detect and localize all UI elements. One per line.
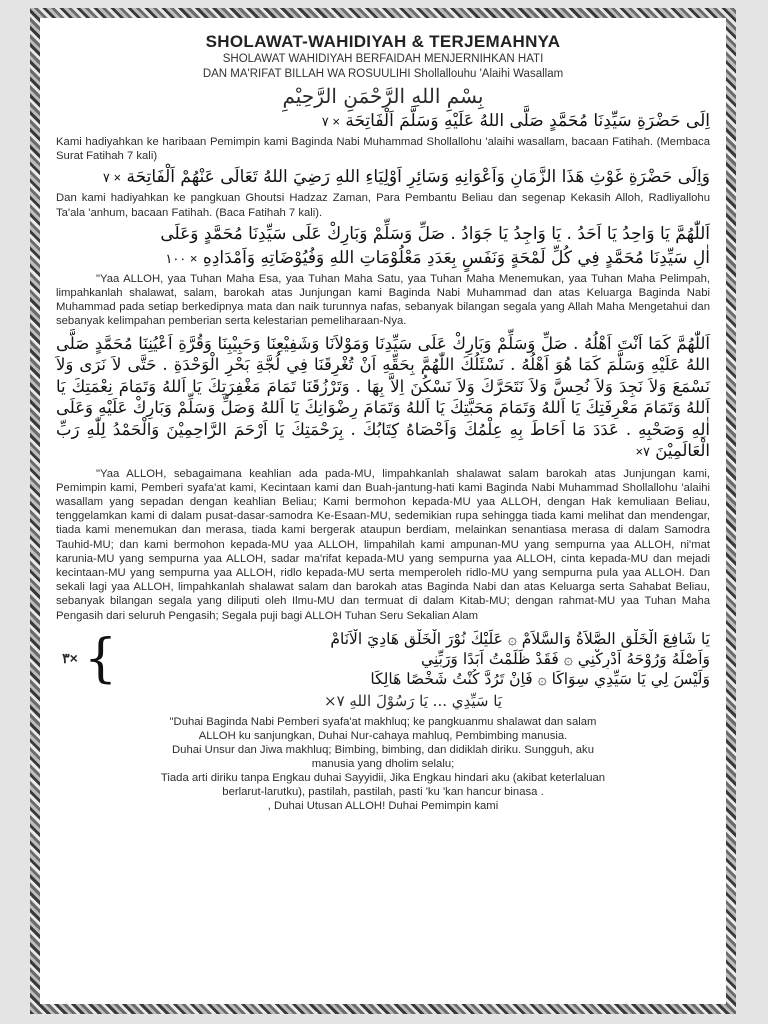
translation-4: "Yaa ALLOH, sebagaimana keahlian ada pada-MU, limpahkanlah shalawat salam barokah atas Junjungan kami, Pemimpin kami, Pemberi syafa'at kami, Kecintaan kami dan Buah-jantung-hati kami Baginda Nabi Muhammad Shollallohu 'alaihi wasallam yang sepadan dengan keahlian Beliau; Kami bermohon kepada-MU yaa ALLOH, dengan Hak kemuliaan Beliau, tenggelamkan kami di dalam pusat-dasar-samodra Ke-Esaan-MU, sedemikian rupa sehingga tiada kami melihat dan mendengar, tiada kami menemukan dan merasa, tiada kami bergerak ataupun berdiam, melainkan senantiasa merasa di dalam Samodra Tauhid-MU; dan kami bermohon kepada-MU yaa ALLOH, limpahilah kami ampunan-MU yang sempurna yaa ALLOH, ni'mat karunia-MU yang sempurna yaa ALLOH, sadar ma'rifat kepada-MU yang sempurna yaa ALLOH, cinta kepada-MU dan mejadi kecintaan-MU yang sempurna yaa ALLOH, ridlo kepada-MU serta memperoleh ridlo-MU yang sempurna pula yaa ALLOH. Dan sekali lagi yaa ALLOH, limpahkanlah shalawat salam dan barokah atas Baginda Nabi dan atas Keluarga serta Sahabat Beliau, sebanyak bilangan segala yang diliputi oleh Ilmu-MU dan termuat di dalam Kitab-MU; dengan rahmat-MU yaa Tuhan Maha Pengasih dari seluruh Pengasih; Segala puji bagi ALLOH Tuhan Seru Sekalian Alam bbox=[56, 467, 710, 622]
arabic-verse: اِلَى حَضْرَةِ سَيِّدِنَا مُحَمَّدٍ صَلَّى اللهُ عَلَيْهِ وَسَلَّمَ اَلْفَاتِحَة bbox=[345, 111, 710, 131]
poem-block bbox=[56, 629, 710, 689]
repeat-count: ٧× bbox=[635, 444, 651, 460]
translation-line: , Duhai Utusan ALLOH! Duhai Pemimpin kami bbox=[267, 799, 499, 812]
translation-line: manusia yang dholim selalu; bbox=[311, 757, 455, 770]
translation-line: berlarut-larutku), pastilah, pastilah, pasti 'ku 'kan hancur binasa . bbox=[222, 785, 544, 798]
translation-3: "Yaa ALLOH, yaa Tuhan Maha Esa, yaa Tuhan Maha Satu, yaa Tuhan Maha Menemukan, yaa Tuhan Maha Pelimpah, limpahkanlah shalawat, salam, barokah atas Junjungan kami Baginda Nabi Muhammad dan atas Keluarga Baginda Nabi Muhammad pada setiap berkedipnya mata dan naik turunnya nafas, sebanyak bilangan segala yang Allah Maha Mengetahui dan sebanyak kelimpahan pemberian serta kelestarian pemeliharaan-Nya. bbox=[56, 272, 710, 328]
repeat-count: ٧ × bbox=[321, 114, 340, 129]
poem-line: وَاَصْلَهُ وَرُوْحَهُ اَدْرِكْنِي ۞ فَقَدْ ظَلَمْتُ اَبَدًا وَرَبِّنِي bbox=[421, 649, 710, 668]
arabic-verse: اَللّٰهُمَّ كَمَا اَنْتَ اَهْلُهُ . صَلِّ وَسَلِّمْ وَبَارِكْ عَلَى سَيِّدِنَا وَمَوْلاَنَا وَشَفِيْعِنَا وَحَبِيْبِنَا وَقُرَّةِ اَعْيُنِنَا مُحَمَّدٍ صَلَّى اللهُ عَلَيْهِ وَسَلَّمَ كَمَا هُوَ اَهْلُهُ . نَسْئَلُكَ اللّٰهُمَّ بِحَقِّهِ اَنْ تُغْرِقَنَا فِي لُجَّةِ بَحْرِ الْوَحْدَةِ . حَتَّى لاَ نَرَى وَلاَ نَسْمَعَ وَلاَ نَجِدَ وَلاَ نُحِسَّ وَلاَ نَتَحَرَّكَ وَلاَ نَسْكُنَ اِلاَّ بِهَا . وَتَرْزُقَنَا تَمَامَ مَغْفِرَتِكَ يَا اَللهُ وَتَمَامَ نِعْمَتِكَ يَا اَللهُ وَتَمَامَ مَعْرِفَتِكَ يَا اَللهُ وَتَمَامَ مَحَبَّتِكَ يَا اَللهُ وَتَمَامَ رِضْوَانِكَ يَا اَللهُ وَصَلِّ وَسَلِّمْ وَبَارِكْ عَلَيْهِ وَعَلَى اٰلِهِ وَصَحْبِهِ . عَدَدَ مَا اَحَاطَ بِهِ عِلْمُكَ وَاَحْصَاهُ كِتَابُكَ . بِرَحْمَتِكَ يَا اَرْحَمَ الرَّاحِمِيْنَ وَالْحَمْدُ لِلّٰهِ رَبِّ الْعَالَمِيْنَ bbox=[56, 333, 710, 461]
poem-translation bbox=[52, 715, 714, 813]
translation-line: ALLOH ku sanjungkan, Duhai Nur-cahaya mahluq, Pembimbing manusia. bbox=[198, 729, 568, 742]
poem-lines bbox=[100, 629, 710, 689]
arabic-text-1 bbox=[56, 110, 710, 133]
poem-line: يَا شَافِعَ الْخَلْقِ الصَّلاَةُ وَالسَّلاَمْ ۞ عَلَيْكَ نُوْرَ الْخَلْقِ هَادِيَ الْاَنَامْ bbox=[330, 629, 710, 648]
subtitle-line-1: SHOLAWAT WAHIDIYAH BERFAIDAH MENJERNIHKAN HATI bbox=[222, 53, 544, 65]
repeat-count: ٧ × bbox=[102, 170, 122, 186]
translation-line: Tiada arti diriku tanpa Engkau duhai Sayyidii, Jika Engkau hindari aku (akibat keterlaluan bbox=[160, 771, 606, 784]
translation-line: Duhai Unsur dan Jiwa makhluq; Bimbing, bimbing, dan didiklah diriku. Sungguh, aku bbox=[172, 743, 594, 756]
arabic-text-2 bbox=[56, 166, 710, 189]
poem-line: وَلَيْسَ لِي يَا سَيِّدِي سِوَاكَا ۞ فَاِنْ تَرُدَّ كُنْتُ شَخْصًا هَالِكَا bbox=[370, 669, 710, 688]
arabic-verse: اٰلِ سَيِّدِنَا مُحَمَّدٍ فِي كُلِّ لَمْحَةٍ وَنَفَسٍ بِعَدَدِ مَعْلُوْمَاتِ اللهِ وَفُيُوْضَاتِهِ وَاَمْدَادِهِ bbox=[202, 247, 710, 268]
arabic-text-3-line-2 bbox=[56, 247, 710, 270]
page-title: SHOLAWAT-WAHIDIYAH & TERJEMAHNYA bbox=[205, 32, 561, 51]
repeat-count: ١٠٠ × bbox=[165, 250, 198, 266]
bismillah-calligraphy: بِسْمِ اللهِ الرَّحْمَنِ الرَّحِيْمِ bbox=[282, 84, 484, 108]
poem-repeat-count: ٣× bbox=[62, 650, 78, 667]
translation-2: Dan kami hadiyahkan ke pangkuan Ghoutsi Hadzaz Zaman, Para Pembantu Beliau dan segenap Kekasih Alloh, Radliyallohu Ta'ala 'anhum, bacaan Fatihah. (Baca Fatihah 7 kali). bbox=[56, 192, 710, 219]
document-body bbox=[52, 30, 714, 992]
arabic-text-4 bbox=[56, 333, 710, 463]
arabic-verse: وَاِلَى حَضْرَةِ غَوْثِ هَذَا الزَّمَانِ وَاَعْوَانِهِ وَسَائِرِ اَوْلِيَاءِ اللهِ رَضِيَ اللهُ تَعَالَى عَنْهُمْ اَلْفَاتِحَة bbox=[126, 167, 710, 188]
poem-last-line: يَا سَيِّدِي ... يَا رَسُوْلَ اللهِ ٧× bbox=[324, 691, 502, 710]
arabic-text-3-line-1: اَللّٰهُمَّ يَا وَاحِدُ يَا اَحَدُ . يَا وَاجِدُ يَا جَوَادُ . صَلِّ وَسَلِّمْ وَبَارِكْ عَلَى سَيِّدِنَا مُحَمَّدٍ وَعَلَى bbox=[160, 223, 710, 244]
ornamental-border-frame bbox=[30, 8, 736, 1014]
translation-line: "Duhai Baginda Nabi Pemberi syafa'at makhluq; ke pangkuanmu shalawat dan salam bbox=[169, 715, 597, 728]
curly-brace: { bbox=[84, 628, 118, 689]
translation-1: Kami hadiyahkan ke haribaan Pemimpin kami Baginda Nabi Muhammad Shollallohu 'alaihi wasallam, bacaan Fatihah. (Membaca Surat Fatihah 7 kali) bbox=[56, 136, 710, 163]
subtitle-line-2: DAN MA'RIFAT BILLAH WA ROSUULIHI Shollallouhu 'Alaihi Wasallam bbox=[202, 68, 564, 80]
